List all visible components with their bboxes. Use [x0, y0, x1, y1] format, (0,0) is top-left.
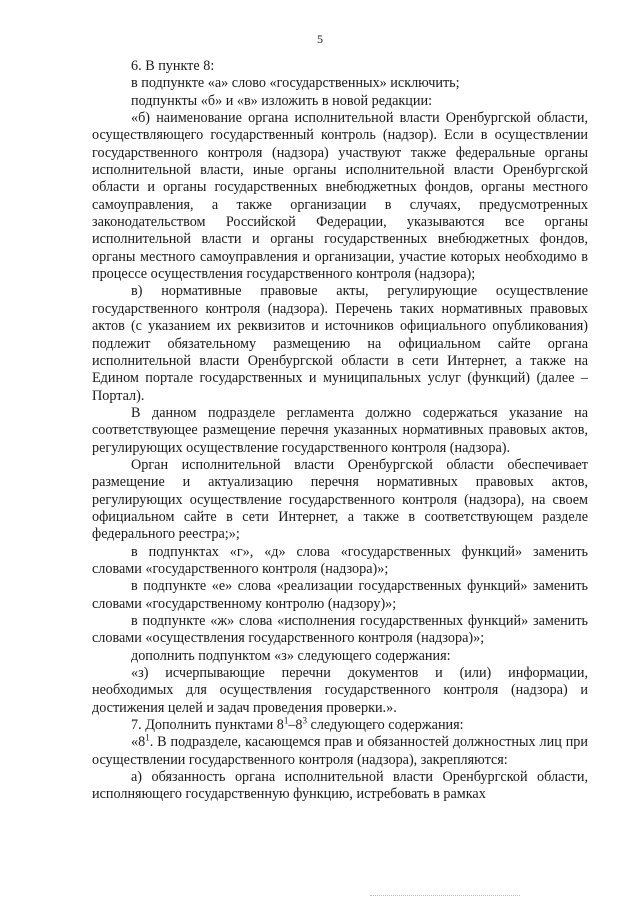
superscript: 1 — [145, 732, 150, 743]
paragraph: в) нормативные правовые акты, регулирующие осуществление государственного контроля (надзора). Перечень таких нормативных правовых актов (с указанием их реквизитов и источников официального опубликования) подлежит обязательному размещению на официальном сайте органа исполнительной власти Оренбургской области в сети Интернет, а также на Едином портале государственных и муниципальных услуг (функций) (далее – Портал). — [92, 283, 588, 404]
paragraph-text: . В подразделе, касающемся прав и обязанностей должностных лиц при осуществлении государственного контроля (надзора), закрепляются: — [92, 734, 588, 768]
paragraph: 6. В пункте 8: — [131, 58, 215, 74]
document-body — [92, 58, 588, 804]
paragraph-item-8-1 — [92, 734, 588, 769]
paragraph-text: «8 — [131, 734, 146, 751]
paragraph: «з) исчерпывающие перечни документов и (или) информации, необходимых для осуществления государственного контроля (надзора) и достижения целей и задач проведения проверки.». — [92, 665, 588, 716]
paragraph-text: –8 — [288, 717, 303, 734]
paragraph: Орган исполнительной власти Оренбургской области обеспечивает размещение и актуализацию перечня нормативных правовых актов, регулирующих осуществление государственного контроля (надзора), на своем официальном сайте в сети Интернет, а также в соответствующем разделе федерального реестра;»; — [92, 456, 588, 543]
paragraph-text: следующего содержания: — [307, 717, 464, 734]
paragraph: в подпункте «а» слово «государственных» исключить; — [131, 75, 460, 92]
paragraph: в подпунктах «г», «д» слова «государственных функций» заменить словами «государственного контроля (надзора)»; — [92, 543, 588, 577]
paragraph: в подпункте «е» слова «реализации государственных функций» заменить словами «государственному контролю (надзору)»; — [92, 578, 588, 612]
superscript: 3 — [302, 715, 307, 726]
paragraph-item-7 — [92, 717, 588, 734]
paragraph: дополнить подпунктом «з» следующего содержания: — [131, 647, 451, 664]
paragraph: В данном подразделе регламента должно содержаться указание на соответствующее размещение перечня указанных нормативных правовых актов, регулирующих осуществление государственного контроля (надзора). — [92, 404, 588, 456]
scan-artifact — [370, 895, 520, 899]
superscript: 1 — [283, 715, 289, 726]
paragraph: а) обязанность органа исполнительной власти Оренбургской области, исполняющего государственную функцию, истребовать в рамках — [92, 769, 588, 803]
paragraph: «б) наименование органа исполнительной власти Оренбургской области, осуществляющего государственный контроль (надзор). Если в осуществлении государственного контроля (надзора) участвуют также федеральные органы исполнительной власти, иные органы исполнительной власти Оренбургской области и органы государственных внебюджетных фондов, органы местного самоуправления, а также организации в случаях, предусмотренных законодательством Российской Федерации, указываются все органы исполнительной власти и органы государственных внебюджетных фондов, органы местного самоуправления и организации, участие которых необходимо в процессе осуществления государственного контроля (надзора); — [92, 110, 588, 283]
paragraph-text: 7. Дополнить пунктами 8 — [131, 717, 284, 734]
paragraph: в подпункте «ж» слова «исполнения государственных функций» заменить словами «осуществления государственного контроля (надзора)»; — [92, 613, 588, 647]
page-number: 5 — [317, 32, 323, 46]
paragraph: подпункты «б» и «в» изложить в новой редакции: — [131, 92, 433, 109]
